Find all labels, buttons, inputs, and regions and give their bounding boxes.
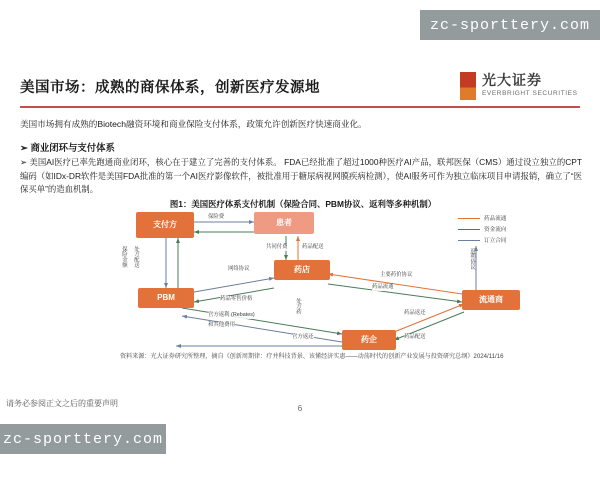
edge-label-prescription-delivery: 处方配送 [133, 246, 139, 268]
edge-label-drug-delivery: 药品配送 [302, 244, 324, 250]
diagram-legend [458, 214, 544, 247]
watermark-top: zc-sporttery.com [420, 10, 600, 40]
edge-label-network-agreement: 网络协议 [228, 266, 250, 272]
legend-item-1 [458, 225, 544, 233]
figure-title: 图1：美国医疗体系支付机制（保险合同、PBM协议、返利等多种机制） [169, 199, 437, 209]
edge-label-rebate-agreement: 返利协议 [469, 248, 475, 270]
legend-label: 资金流向 [484, 227, 507, 233]
edge-label-other-fees: 和其他费用 [208, 322, 235, 328]
brand-logo [460, 70, 580, 106]
edge-label-prescription-drug: 处方药 [295, 298, 301, 315]
edge-label-insurance-amount: 保险金额 [121, 246, 127, 268]
legend-item-0 [458, 214, 544, 222]
legend-label: 药品流通 [484, 216, 507, 222]
node-distributor: 流通商 [462, 290, 520, 310]
node-pbm: PBM [138, 288, 194, 308]
node-pharmacy: 药店 [274, 260, 330, 280]
edge-label-copay: 共同付费 [266, 244, 288, 250]
legend-line-icon [458, 240, 480, 241]
node-patient: 患者 [254, 212, 314, 234]
page-title: 美国市场：成熟的商保体系，创新医疗发源地 [20, 80, 320, 96]
edge-label-drug-return: 药品返还 [404, 310, 426, 316]
edge-label-retail-price: 药品零售价格 [220, 296, 253, 302]
edge-label-rebates: 官方返利 (Rebates) [208, 312, 255, 318]
watermark-bottom: zc-sporttery.com [0, 424, 166, 454]
figure-source: 资料来源：光大证券研究所整理，摘自《创新周期律：疗并科技背景、该懂经济实惠——动荡时代的创新产业发展与投资研究总纲》2024/11/16 [120, 353, 504, 360]
lead-paragraph: 美国市场拥有成熟的Biotech融资环境和商业保险支付体系，政策允许创新医疗快速商业化。 [20, 119, 367, 129]
legend-item-2 [458, 236, 544, 244]
edge-label-drug-flow: 药品流通 [372, 284, 394, 290]
legend-label: 订立合同 [484, 238, 507, 244]
legend-line-icon [458, 229, 480, 230]
body-paragraph: ➢ 美国AI医疗已率先跑通商业闭环，核心在于建立了完善的支付体系。 FDA已经批准了超过1000种医疗AI产品，联邦医保（CMS）通过设立独立的CPT编码（如IDx-DR软件是美国FDA批准的第一个AI医疗影像软件，被批准用于糖尿病视网膜疾病检测），使AI服务可作为独立临床项目申请报销，确立了“医保买单”的造血机制。 [20, 157, 582, 194]
title-rule [20, 106, 580, 108]
logo-name-cn: 光大证券 [482, 72, 542, 88]
logo-name-en: EVERBRIGHT SECURITIES [482, 90, 578, 97]
edge-label-official-return: 官方返还 [292, 334, 314, 340]
node-payer: 支付方 [136, 212, 194, 238]
legend-line-icon [458, 218, 480, 219]
page-number: 6 [297, 404, 303, 413]
node-manufacturer: 药企 [342, 330, 396, 350]
footer-disclaimer: 请务必参阅正文之后的重要声明 [6, 399, 118, 408]
edge-label-insurance-contract: 保险费 [208, 214, 225, 220]
edge-label-main-price-agreement: 主要药价协议 [380, 272, 413, 278]
payment-flow-diagram [116, 212, 546, 352]
slide [12, 62, 588, 392]
logo-mark-icon [460, 72, 476, 100]
edge-label-drug-distribution: 药品配送 [404, 334, 426, 340]
section-heading: ➢ 商业闭环与支付体系 [20, 142, 115, 153]
